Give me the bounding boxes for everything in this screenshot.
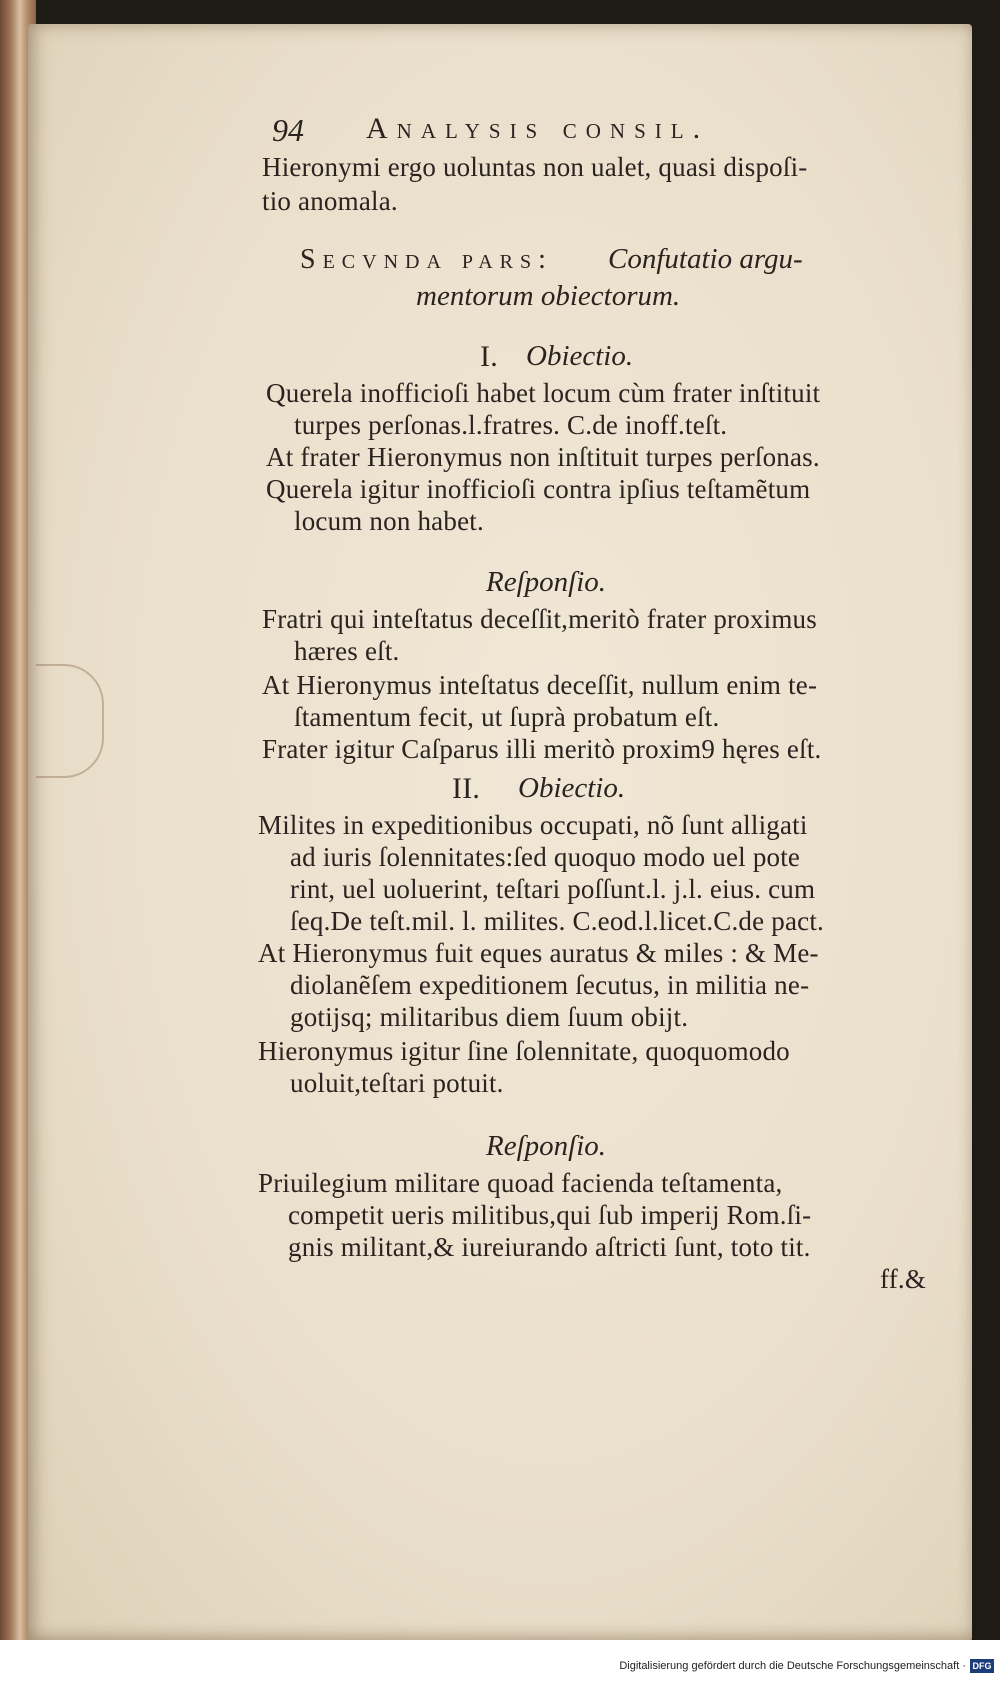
section-heading: Secvnda pars: xyxy=(300,244,553,275)
catchword: ff.& xyxy=(880,1264,927,1294)
digitization-footer xyxy=(0,1640,1000,1685)
objection-number: II. xyxy=(452,772,481,805)
text-line: Querela igitur inofficioſi contra ipſius teſtamẽtum xyxy=(266,474,811,504)
text-line: Priuilegium militare quoad facienda teſtamenta, xyxy=(258,1168,783,1198)
footer-credit: Digitalisierung gefördert durch die Deutsche Forschungsgemeinschaft · xyxy=(619,1660,966,1672)
text-line: At Hieronymus inteſtatus deceſſit, nullum enim te- xyxy=(262,670,818,700)
text-line: At Hieronymus fuit eques auratus & miles : & Me- xyxy=(258,938,819,968)
text-line: ſtamentum fecit, ut ſuprà probatum eſt. xyxy=(294,702,720,732)
text-line: Frater igitur Caſparus illi meritò proxim9 hęres eſt. xyxy=(262,734,822,764)
text-line: At frater Hieronymus non inſtituit turpes perſonas. xyxy=(266,442,820,472)
dfg-logo: DFG xyxy=(970,1659,994,1673)
book-page xyxy=(28,24,972,1642)
text-line: locum non habet. xyxy=(294,506,484,536)
text-line: Milites in expeditionibus occupati, nõ ſunt alligati xyxy=(258,810,808,840)
text-line: competit ueris militibus,qui ſub imperij Rom.ſi- xyxy=(288,1200,812,1230)
text-line: turpes perſonas.l.fratres. C.de inoff.teſt. xyxy=(294,410,728,440)
text-line: Hieronymi ergo uoluntas non ualet, quasi dispoſi- xyxy=(262,152,808,182)
objection-label: Obiectio. xyxy=(518,772,626,804)
text-line: uoluit,teſtari potuit. xyxy=(290,1068,504,1098)
objection-number: I. xyxy=(480,340,498,373)
objection-label: Obiectio. xyxy=(526,340,634,372)
text-line: diolanẽſem expeditionem ſecutus, in militia ne- xyxy=(290,970,810,1000)
text-line: Querela inofficioſi habet locum cùm frater inſtituit xyxy=(266,378,821,408)
text-line: Fratri qui inteſtatus deceſſit,meritò frater proximus xyxy=(262,604,817,634)
text-line: gotijsq; militaribus diem ſuum obijt. xyxy=(290,1002,689,1032)
response-label: Reſponſio. xyxy=(486,566,607,598)
text-line: ſeq.De teſt.mil. l. milites. C.eod.l.licet.C.de pact. xyxy=(290,906,824,936)
response-label: Reſponſio. xyxy=(486,1130,607,1162)
text-line: tio anomala. xyxy=(262,186,398,216)
section-heading-italic: Confutatio argu- xyxy=(608,243,803,275)
text-line: Hieronymus igitur ſine ſolennitate, quoquomodo xyxy=(258,1036,790,1066)
text-line: ad iuris ſolennitates:ſed quoquo modo uel pote xyxy=(290,842,801,872)
section-heading-italic: mentorum obiectorum. xyxy=(416,280,681,312)
running-title: Analysis consil. xyxy=(366,112,710,145)
page-number: 94 xyxy=(272,112,304,148)
text-line: gnis militant,& iureiurando aſtricti ſunt, toto tit. xyxy=(288,1232,811,1262)
text-line: rint, uel uoluerint, teſtari poſſunt.l. j.l. eius. cum xyxy=(290,874,816,904)
text-line: hæres eſt. xyxy=(294,636,400,666)
page-fold-mark xyxy=(36,664,104,778)
